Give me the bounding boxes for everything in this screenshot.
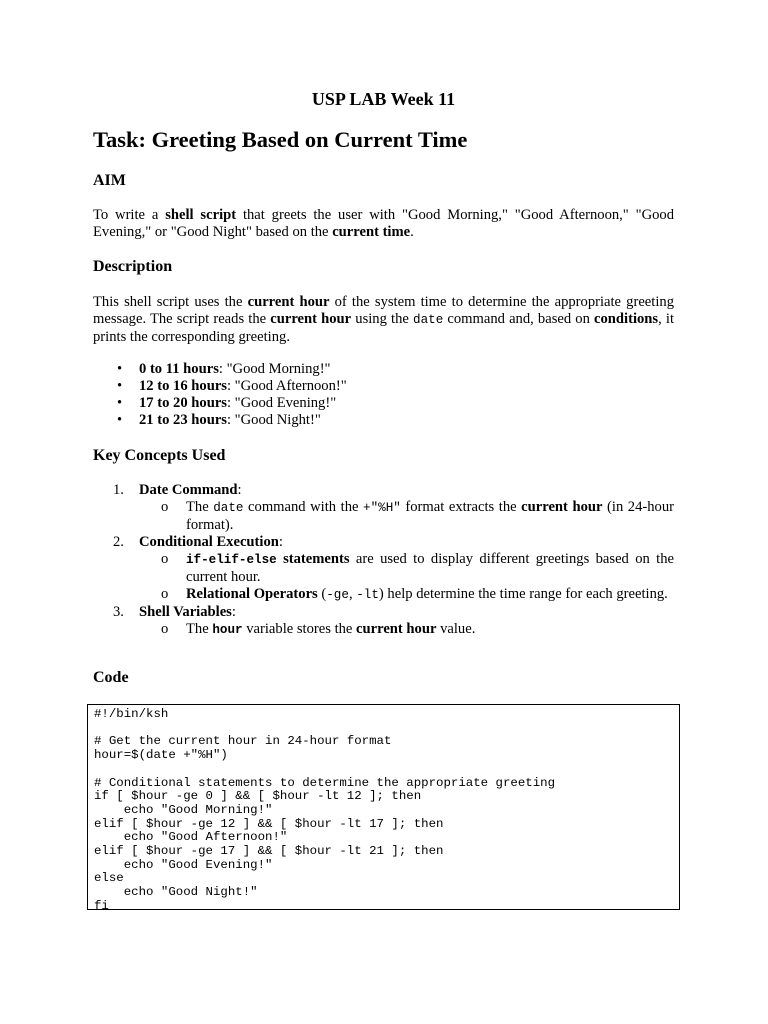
code-line: hour=$(date +"%H"): [94, 748, 228, 763]
concept-title: Date Command: [139, 482, 238, 498]
aim-bold-shell-script: shell script: [165, 207, 237, 223]
document-title: USP LAB Week 11: [311, 89, 456, 109]
code-line: echo "Good Afternoon!": [94, 830, 288, 845]
sub-bold: current hour: [521, 499, 603, 515]
code-block: [87, 704, 680, 913]
code-line: fi: [94, 898, 109, 913]
sub-text: The: [186, 499, 214, 515]
sub-text: ) help determine the time range for each greeting.: [378, 586, 668, 602]
inline-code: -ge: [326, 588, 349, 602]
list-item: [93, 378, 347, 395]
code-line: echo "Good Morning!": [94, 802, 273, 817]
sub-text: The: [186, 621, 213, 637]
inline-code: date: [213, 501, 244, 515]
concept-item-conditional-execution: [93, 534, 674, 551]
inline-code: +"%H": [363, 501, 401, 515]
sub-text: (in 24-hour format).: [186, 499, 674, 533]
code-line: # Get the current hour in 24-hour format: [94, 734, 392, 749]
concept-item-date-command: [93, 482, 674, 499]
task-title: Task: Greeting Based on Current Time: [93, 127, 468, 152]
bullet: •: [117, 378, 123, 394]
concept-number: 3.: [113, 604, 124, 620]
sub-text: format extracts the: [400, 499, 522, 515]
concept-subitem: [93, 499, 674, 534]
description-text: using the: [351, 311, 414, 327]
list-item: [93, 395, 347, 412]
range-greeting: : "Good Afternoon!": [226, 378, 347, 394]
code-listing: [94, 708, 673, 914]
description-text: command and, based on: [443, 311, 595, 327]
description-text: This shell script uses the: [93, 294, 248, 310]
description-heading: Description: [93, 258, 173, 275]
time-ranges-list: [93, 361, 347, 429]
concept-title: Shell Variables: [139, 604, 232, 620]
sub-bullet: o: [161, 586, 169, 602]
code-line: #!/bin/ksh: [94, 707, 169, 721]
concept-item-shell-variables: [93, 604, 674, 621]
concept-colon: :: [231, 604, 236, 620]
sub-text: variable stores the: [242, 621, 357, 637]
aim-text: .: [410, 224, 414, 240]
inline-code-bold: if-elif-else: [186, 553, 277, 567]
concept-colon: :: [237, 482, 242, 498]
sub-text: are used to display different greetings based on the current hour.: [186, 551, 674, 585]
description-bold: current hour: [270, 311, 352, 327]
bullet: •: [117, 395, 123, 411]
sub-text: command with the: [243, 499, 364, 515]
description-text: of the system time to determine the appropriate greeting message. The script reads the: [93, 294, 674, 327]
sub-bold: current hour: [356, 621, 437, 637]
range-label: 12 to 16 hours: [139, 378, 227, 394]
bullet: •: [117, 361, 123, 377]
range-greeting: : "Good Evening!": [226, 395, 337, 411]
aim-bold-current-time: current time: [332, 224, 411, 240]
inline-code-bold: hour: [212, 623, 243, 637]
aim-heading: AIM: [93, 172, 126, 189]
range-greeting: : "Good Morning!": [218, 361, 331, 377]
concept-subitem: [93, 586, 674, 604]
list-item: [93, 412, 347, 429]
inline-code: -lt: [356, 588, 379, 602]
range-label: 0 to 11 hours: [139, 361, 219, 377]
sub-bold: Relational Operators: [186, 586, 318, 602]
code-heading: Code: [93, 669, 129, 686]
description-bold: conditions: [594, 311, 659, 327]
description-text: , it prints the corresponding greeting.: [93, 311, 675, 345]
list-item: [93, 361, 347, 378]
key-concepts-heading: Key Concepts Used: [93, 447, 226, 464]
code-line: if [ $hour -ge 0 ] && [ $hour -lt 12 ]; then: [94, 789, 422, 804]
range-label: 21 to 23 hours: [139, 412, 227, 428]
code-line: elif [ $hour -ge 12 ] && [ $hour -lt 17 ]; then: [94, 816, 444, 831]
code-line: # Conditional statements to determine the appropriate greeting: [94, 775, 556, 790]
sub-bullet: o: [161, 499, 169, 515]
code-line: echo "Good Evening!": [94, 857, 273, 872]
aim-paragraph: [93, 207, 674, 241]
sub-text: value.: [436, 621, 476, 637]
aim-text: that greets the user with "Good Morning," "Good Afternoon," "Good Evening," or "Good Night" based on the: [93, 207, 674, 240]
concept-subitem: [93, 551, 674, 586]
code-line: elif [ $hour -ge 17 ] && [ $hour -lt 21 ]; then: [94, 844, 444, 859]
concept-title: Conditional Execution: [139, 534, 279, 550]
sub-bullet: o: [161, 621, 169, 637]
range-label: 17 to 20 hours: [139, 395, 227, 411]
range-greeting: : "Good Night!": [226, 412, 321, 428]
code-line: echo "Good Night!": [94, 885, 258, 900]
aim-text: To write a: [93, 207, 166, 223]
sub-text: ,: [348, 586, 357, 602]
concept-number: 1.: [113, 482, 124, 498]
sub-bullet: o: [161, 551, 169, 567]
sub-bold: statements: [276, 551, 350, 567]
bullet: •: [117, 412, 123, 428]
concept-number: 2.: [113, 534, 124, 550]
description-paragraph: [93, 294, 674, 346]
description-bold: current hour: [247, 294, 330, 310]
concept-subitem: [93, 621, 674, 639]
key-concepts-list: [93, 482, 674, 639]
sub-text: (: [317, 586, 327, 602]
code-line: else: [94, 871, 124, 886]
description-inline-code: date: [413, 313, 444, 327]
concept-colon: :: [278, 534, 283, 550]
